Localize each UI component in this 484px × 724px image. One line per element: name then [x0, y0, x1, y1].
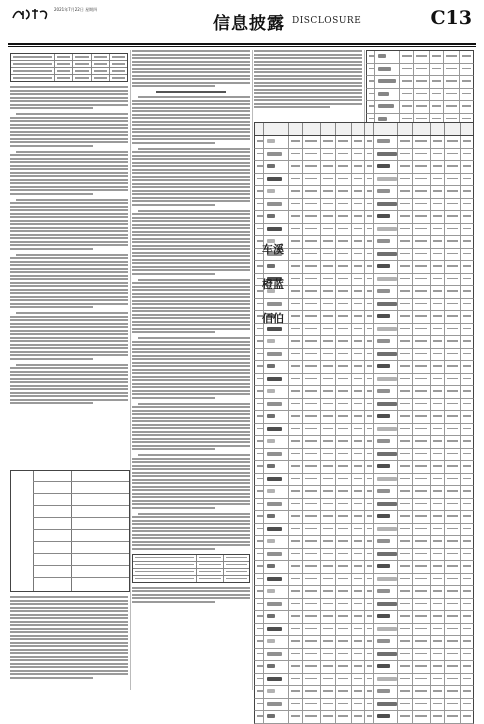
table-row	[254, 674, 474, 687]
article-column-1-tail	[10, 596, 128, 680]
table-row	[254, 374, 474, 387]
column-divider	[130, 50, 131, 690]
text-block	[10, 254, 128, 309]
table-row	[254, 136, 474, 149]
table-row	[254, 174, 474, 187]
masthead-meta: 2021年7月22日 星期四	[54, 7, 98, 12]
table-row	[254, 299, 474, 312]
license-table-upper	[366, 50, 474, 126]
table-row	[366, 50, 474, 64]
table-row	[254, 636, 474, 649]
table-row	[254, 386, 474, 399]
text-block	[10, 199, 128, 250]
section-heading	[156, 91, 227, 93]
table-row	[254, 524, 474, 537]
text-block	[10, 364, 128, 405]
table-row	[254, 586, 474, 599]
table-row	[254, 536, 474, 549]
table-row	[254, 611, 474, 624]
article-column-3	[254, 50, 362, 112]
table-row	[254, 199, 474, 212]
table-row	[254, 399, 474, 412]
table-row	[366, 101, 474, 114]
table-row	[254, 486, 474, 499]
table-row	[254, 186, 474, 199]
masthead	[8, 5, 476, 43]
table-row	[254, 461, 474, 474]
table-row	[254, 499, 474, 512]
table-row	[254, 449, 474, 462]
table-row	[254, 336, 474, 349]
table-row	[254, 624, 474, 637]
text-block	[10, 86, 128, 109]
table-row	[254, 211, 474, 224]
text-block	[10, 151, 128, 195]
article-column-2	[132, 50, 250, 607]
table-row	[254, 699, 474, 712]
table-row	[366, 89, 474, 102]
brand-mark: 橙蓝	[262, 278, 284, 291]
table-row	[254, 224, 474, 237]
table-row	[366, 64, 474, 77]
table-row	[254, 436, 474, 449]
table-row	[254, 411, 474, 424]
table-row	[254, 574, 474, 587]
text-block	[10, 113, 128, 147]
column-divider	[252, 50, 253, 690]
summary-table	[10, 53, 128, 82]
table-row	[254, 599, 474, 612]
table-row	[254, 236, 474, 249]
newspaper-logo-icon	[12, 7, 52, 21]
table-row	[254, 686, 474, 699]
table-row	[254, 549, 474, 562]
table-row	[254, 261, 474, 274]
table-row	[254, 424, 474, 437]
table-row	[254, 311, 474, 324]
header-rule-thin	[8, 46, 476, 47]
table-row	[254, 249, 474, 262]
table-row	[254, 286, 474, 299]
license-table	[254, 122, 474, 724]
table-row	[254, 511, 474, 524]
table-row	[254, 161, 474, 174]
table-row	[254, 711, 474, 724]
brand-mark: 车溪	[262, 243, 284, 256]
table-row	[254, 149, 474, 162]
table-row	[254, 274, 474, 287]
section-title-english: DISCLOSURE	[292, 16, 362, 26]
page-number: C13	[430, 7, 472, 29]
detail-table	[10, 470, 130, 592]
table-row	[254, 561, 474, 574]
table-row	[254, 474, 474, 487]
table-row	[254, 661, 474, 674]
section-title: 信息披露	[213, 14, 285, 34]
table-header	[254, 122, 474, 136]
table-row	[366, 76, 474, 89]
brand-mark: 佰伯	[262, 312, 284, 325]
table-row	[254, 324, 474, 337]
article-column-1	[10, 50, 128, 408]
table-row	[254, 361, 474, 374]
text-block	[10, 312, 128, 360]
header-rule	[8, 43, 476, 45]
table-row	[254, 349, 474, 362]
small-data-table	[132, 554, 250, 583]
table-row	[254, 649, 474, 662]
